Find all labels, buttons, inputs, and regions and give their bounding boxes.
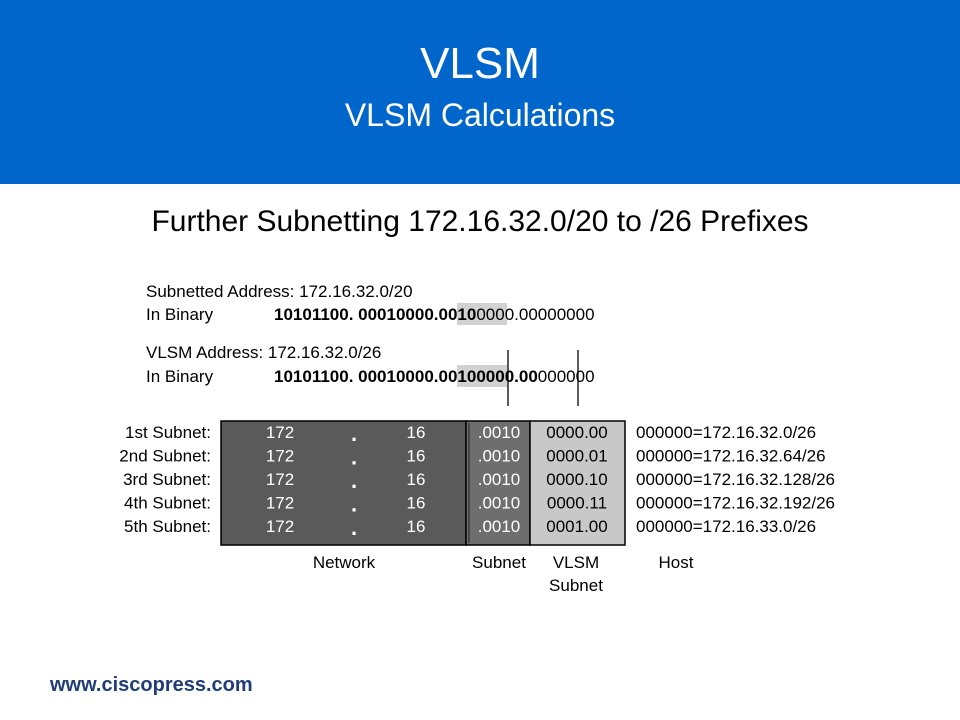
row-oct2: 16 [406,470,426,489]
row-oct2: 16 [406,517,426,536]
row-label: 1st Subnet: [124,423,211,442]
vlsm-address-label: VLSM Address: 172.16.32.0/26 [146,343,382,362]
row-oct1: 172 [265,470,295,489]
slide-subtitle: VLSM Calculations [344,97,616,133]
row-oct2: 16 [406,423,426,442]
row-host: 000000=172.16.33.0/26 [636,517,817,536]
binary-2-network: 10101100. 00010000. [274,367,439,386]
binary-1-rest: 0000.00000000 [476,305,595,324]
row-subnet: .0010 [477,493,521,513]
row-oct1: 172 [265,493,295,513]
binary-2-vlsm: 0000.00 [476,367,538,386]
row-vlsm: 0000.01 [546,446,608,466]
footer-url: www.ciscopress.com [50,674,253,696]
binary-2-rest: 000000 [537,367,595,386]
column-label-vlsm: VLSM [552,553,600,572]
row-subnet: .0010 [477,446,521,466]
row-dot: . [350,491,358,517]
row-oct1: 172 [265,423,295,442]
row-label: 5th Subnet: [124,517,211,536]
row-subnet: .0010 [477,517,521,536]
row-host: 000000=172.16.32.192/26 [636,493,836,513]
column-label-subnet: Subnet [472,553,526,572]
binary-1-subnet: 0010 [438,305,477,324]
row-vlsm: 0000.10 [546,470,608,489]
binary-label-1: In Binary [146,305,214,324]
row-label: 3rd Subnet: [123,470,211,489]
slide-heading: Further Subnetting 172.16.32.0/20 to /26 Prefixes [151,205,809,238]
row-oct1: 172 [265,517,295,536]
row-vlsm: 0000.00 [546,423,608,442]
row-subnet: .0010 [477,423,521,442]
row-label: 2nd Subnet: [119,446,211,466]
column-label-host: Host [658,553,694,572]
title-banner [0,0,960,184]
row-subnet: .0010 [477,470,521,489]
row-oct2: 16 [406,446,426,466]
row-vlsm: 0001.00 [546,517,608,536]
binary-line-1 [274,305,595,324]
row-dot: . [350,515,358,540]
vlsm-diagram [0,270,960,610]
subnetted-address-label: Subnetted Address: 172.16.32.0/20 [146,282,413,301]
row-dot: . [350,421,358,446]
binary-1-network: 10101100. 00010000. [274,305,439,324]
binary-line-2 [274,367,595,386]
row-host: 000000=172.16.32.64/26 [636,446,826,466]
network-block [221,421,466,545]
column-label-network: Network [312,553,376,572]
binary-label-2: In Binary [146,367,214,386]
column-label-vlsm-subnet: Subnet [549,576,603,595]
row-vlsm: 0000.11 [546,493,608,513]
row-dot: . [350,444,358,470]
row-host: 000000=172.16.32.0/26 [636,423,817,442]
row-dot: . [350,468,358,493]
row-oct2: 16 [406,493,426,513]
row-oct1: 172 [265,446,295,466]
slide-title: VLSM [420,39,540,88]
row-host: 000000=172.16.32.128/26 [636,470,836,489]
row-label: 4th Subnet: [124,493,211,513]
binary-2-subnet: 0010 [438,367,477,386]
